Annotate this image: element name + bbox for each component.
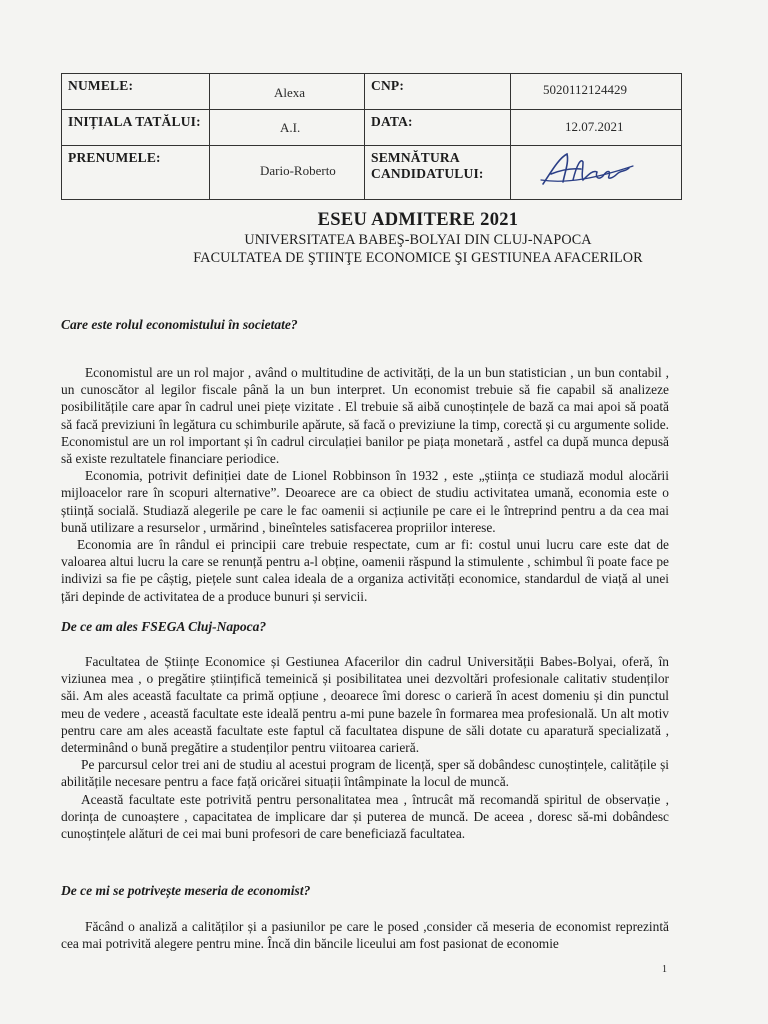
prenumele-value: Dario-Roberto: [260, 163, 336, 178]
page-number: 1: [662, 964, 667, 975]
question-3-heading: De ce mi se potrivește meseria de economist?: [61, 883, 311, 898]
section-3-body: [61, 918, 669, 952]
numele-value: Alexa: [274, 85, 306, 100]
data-label: DATA:: [365, 110, 511, 146]
question-1-heading: Care este rolul economistului în societate?: [61, 317, 298, 332]
cnp-label: CNP:: [365, 74, 511, 110]
section-1-body: [61, 364, 669, 605]
paragraph: Făcând o analiză a calităților și a pasiunilor pe care le posed ,consider că meseria de economist reprezintă cea mai potrivită alegere pentru mine. Încă din băncile liceului am fost pasionat de economie: [61, 919, 669, 952]
faculty-name: FACULTATEA DE ŞTIINŢE ECONOMICE ŞI GESTIUNEA AFACERILOR: [193, 250, 643, 266]
title-block: [0, 210, 768, 267]
essay-title: ESEU ADMITERE 2021: [317, 210, 519, 230]
cnp-value: 5020112124429: [543, 82, 628, 97]
semnatura-label-line2: CANDIDATULUI:: [371, 166, 484, 181]
paragraph: Economia, potrivit definiției date de Lionel Robbinson în 1932 , este „știința ce studiază modul alocării mijloacelor rare în scopuri alternative”. Deoarece are ca obiect de studiu activitatea umană, economia este o științǎ socială. Studiază alegerile pe care le fac oamenii si acțiunile pe care ei le întreprind pentru a da cea mai bună utilizare a resurselor , urmărind , bineînteles satisfacerea propriilor interese.: [61, 468, 669, 535]
signature-cell: [511, 146, 682, 200]
initiala-label: INIȚIALA TATĂLUI:: [62, 110, 210, 146]
paragraph: Economistul are un rol major , având o multitudine de activități, de la un bun statistician , un bun contabil , un cunoscător al legilor fiscale până la un bun interpret. Un economist trebuie să fie capabil să analizeze posibilitățile care apar în cadrul unei piețe vizitate . El trebuie să aibă cunoștințele de bază ca mai apoi să poată să facă previziuni în legătura cu schimburile apărute, să facă o previziune la timp, corectă și cu argumente solide. Economistul are un rol important și în cadrul circulației banilor pe piața monetară , astfel ca după munca depusă să existe rezultatele financiare periodice.: [61, 365, 669, 467]
numele-label: NUMELE:: [62, 74, 210, 110]
prenumele-label: PRENUMELE:: [62, 146, 210, 200]
initiala-value: A.I.: [280, 120, 301, 135]
university-name: UNIVERSITATEA BABEŞ-BOLYAI DIN CLUJ-NAPOCA: [244, 232, 592, 248]
semnatura-label: [365, 146, 511, 200]
data-value: 12.07.2021: [565, 119, 624, 134]
paragraph: Această facultate este potrivită pentru personalitatea mea , întrucât mă recomandă spiritul de observație , dorința de cunoaștere , capacitatea de implicare dar și puterea de muncă. De aceea , doresc să-mi dobândesc cunoștințele alături de cei mai buni profesori de care beneficiază facultatea.: [61, 791, 669, 842]
question-2-heading: De ce am ales FSEGA Cluj-Napoca?: [61, 619, 267, 634]
paragraph: Pe parcursul celor trei ani de studiu al acestui program de licență, sper să dobândesc cunoștințele, calitățile și abilitățile necesare pentru a face față oricărei situații întâmpinate la locul de muncă.: [61, 757, 669, 790]
semnatura-label-line1: SEMNĂTURA: [371, 150, 460, 165]
handwritten-signature: [537, 150, 647, 192]
section-2-body: [61, 653, 669, 842]
paragraph: Economia are în rândul ei principii care trebuie respectate, cum ar fi: costul unui lucru care este dat de valoarea altui lucru la care se renunță pentru a-l obține, oamenii răspund la stimulente , schimbul îi poate face pe indivizi sa fie pe câștig, piețele sunt calea ideala de a organiza activități economice, standardul de viață al unei țări depinde de activitatea de a produce bunuri și servicii.: [61, 537, 669, 604]
candidate-info-table: [61, 73, 682, 200]
paragraph: Facultatea de Științe Economice și Gestiunea Afacerilor din cadrul Universității Babes-Bolyai, oferă, în viziunea mea , o pregătire științifică temeinică și posibilitatea unei dezvoltări profesionale calitativ studenților săi. Am ales această facultate ca primă opțiune , deoarece îmi doresc o carieră în acest domeniu și din punctul meu de vedere , această facultate este ideală pentru a-mi pune bazele în formarea mea profesională. Un alt motiv pentru care am ales această facultate este faptul că facultatea dispune de săli dotate cu aparatură specializată , determinând o bună pregătire a studenților pentru viitoarea carieră.: [61, 654, 669, 756]
